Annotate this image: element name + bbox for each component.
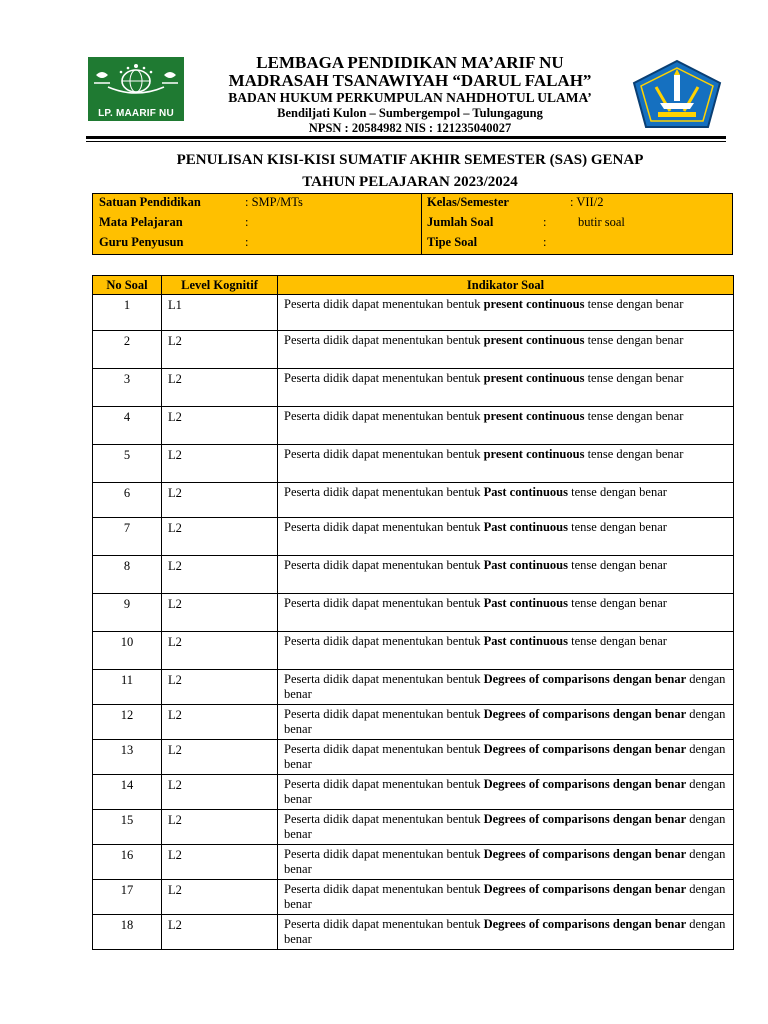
indikator-tail: dengan benar bbox=[284, 672, 726, 701]
indikator-bold: Degrees of comparisons dengan benar bbox=[483, 917, 687, 931]
indikator-tail: dengan benar bbox=[284, 707, 726, 736]
indikator-text: Peserta didik dapat menentukan bentuk bbox=[284, 777, 484, 791]
info-divider bbox=[421, 194, 422, 254]
kelas-label: Kelas/Semester bbox=[427, 195, 509, 209]
table-header-row bbox=[93, 276, 734, 295]
jumlah-label: Jumlah Soal bbox=[427, 215, 494, 229]
cell-level-kognitif: L2 bbox=[162, 445, 278, 483]
jumlah-colon: : bbox=[543, 215, 547, 229]
cell-indikator bbox=[278, 810, 734, 845]
cell-no-soal: 17 bbox=[93, 880, 162, 915]
indikator-text: Peserta didik dapat menentukan bentuk bbox=[284, 707, 484, 721]
cell-no-soal: 4 bbox=[93, 407, 162, 445]
school-header bbox=[190, 54, 630, 136]
cell-no-soal: 6 bbox=[93, 483, 162, 518]
indikator-bold: Degrees of comparisons dengan benar bbox=[483, 742, 687, 756]
indikator-tail: tense dengan benar bbox=[568, 634, 667, 648]
guru-label: Guru Penyusun bbox=[99, 235, 184, 249]
jumlah-value: butir soal bbox=[578, 215, 625, 229]
indikator-bold: Past continuous bbox=[483, 485, 569, 499]
cell-indikator bbox=[278, 594, 734, 632]
cell-indikator bbox=[278, 880, 734, 915]
cell-indikator bbox=[278, 369, 734, 407]
cell-level-kognitif: L2 bbox=[162, 915, 278, 950]
indikator-bold: present continuous bbox=[483, 297, 585, 311]
cell-level-kognitif: L2 bbox=[162, 594, 278, 632]
header-line-2: MADRASAH TSANAWIYAH “DARUL FALAH” bbox=[228, 71, 592, 90]
indikator-bold: Past continuous bbox=[483, 634, 569, 648]
table-row bbox=[93, 775, 734, 810]
cell-level-kognitif: L2 bbox=[162, 331, 278, 369]
indikator-text: Peserta didik dapat menentukan bentuk bbox=[284, 333, 484, 347]
indikator-text: Peserta didik dapat menentukan bentuk bbox=[284, 812, 484, 826]
cell-no-soal: 8 bbox=[93, 556, 162, 594]
header-line-1: LEMBAGA PENDIDIKAN MA’ARIF NU bbox=[256, 53, 564, 72]
indikator-text: Peserta didik dapat menentukan bentuk bbox=[284, 634, 484, 648]
indikator-tail: tense dengan benar bbox=[568, 485, 667, 499]
cell-indikator bbox=[278, 670, 734, 705]
table-row bbox=[93, 445, 734, 483]
indikator-tail: dengan benar bbox=[284, 742, 726, 771]
indikator-tail: tense dengan benar bbox=[568, 596, 667, 610]
cell-indikator bbox=[278, 915, 734, 950]
cell-no-soal: 9 bbox=[93, 594, 162, 632]
header-rule-thin bbox=[86, 141, 726, 142]
indikator-text: Peserta didik dapat menentukan bentuk bbox=[284, 847, 484, 861]
document-title bbox=[90, 149, 730, 193]
indikator-bold: present continuous bbox=[483, 447, 585, 461]
table-row bbox=[93, 594, 734, 632]
logo-caption: LP. MAARIF NU bbox=[98, 108, 174, 119]
cell-level-kognitif: L2 bbox=[162, 810, 278, 845]
cell-level-kognitif: L2 bbox=[162, 670, 278, 705]
header-line-5: NPSN : 20584982 NIS : 121235040027 bbox=[308, 121, 512, 135]
indikator-text: Peserta didik dapat menentukan bentuk bbox=[284, 672, 484, 686]
cell-no-soal: 12 bbox=[93, 705, 162, 740]
table-row bbox=[93, 740, 734, 775]
table-row bbox=[93, 810, 734, 845]
indikator-text: Peserta didik dapat menentukan bentuk bbox=[284, 882, 484, 896]
mapel-label: Mata Pelajaran bbox=[99, 215, 183, 229]
indikator-tail: tense dengan benar bbox=[584, 371, 684, 385]
cell-level-kognitif: L1 bbox=[162, 295, 278, 331]
indikator-text: Peserta didik dapat menentukan bentuk bbox=[284, 447, 484, 461]
cell-indikator bbox=[278, 632, 734, 670]
cell-indikator bbox=[278, 556, 734, 594]
indikator-tail: tense dengan benar bbox=[584, 297, 684, 311]
indikator-text: Peserta didik dapat menentukan bentuk bbox=[284, 917, 484, 931]
indikator-table bbox=[92, 275, 734, 950]
title-line-2: TAHUN PELAJARAN 2023/2024 bbox=[302, 174, 518, 190]
header-line-3: BADAN HUKUM PERKUMPULAN NAHDHOTUL ULAMA’ bbox=[228, 90, 592, 105]
table-row bbox=[93, 632, 734, 670]
indikator-tail: dengan benar bbox=[284, 847, 726, 876]
satuan-value: : SMP/MTs bbox=[245, 195, 303, 209]
title-line-1: PENULISAN KISI-KISI SUMATIF AKHIR SEMESTER (SAS) GENAP bbox=[176, 152, 644, 168]
indikator-bold: Past continuous bbox=[483, 520, 569, 534]
table-row bbox=[93, 369, 734, 407]
header-indikator-soal: Indikator Soal bbox=[278, 276, 734, 295]
cell-no-soal: 18 bbox=[93, 915, 162, 950]
table-row bbox=[93, 880, 734, 915]
indikator-bold: Degrees of comparisons dengan benar bbox=[483, 812, 687, 826]
cell-no-soal: 15 bbox=[93, 810, 162, 845]
cell-indikator bbox=[278, 483, 734, 518]
indikator-text: Peserta didik dapat menentukan bentuk bbox=[284, 558, 484, 572]
indikator-tail: dengan benar bbox=[284, 917, 726, 946]
indikator-text: Peserta didik dapat menentukan bentuk bbox=[284, 297, 484, 311]
cell-level-kognitif: L2 bbox=[162, 705, 278, 740]
cell-indikator bbox=[278, 775, 734, 810]
indikator-text: Peserta didik dapat menentukan bentuk bbox=[284, 742, 484, 756]
cell-no-soal: 2 bbox=[93, 331, 162, 369]
table-row bbox=[93, 295, 734, 331]
header-rule-thick bbox=[86, 136, 726, 139]
tipe-label: Tipe Soal bbox=[427, 235, 478, 249]
header-line-4: Bendiljati Kulon – Sumbergempol – Tulungagung bbox=[277, 106, 543, 120]
tipe-value: : bbox=[543, 235, 547, 249]
indikator-bold: present continuous bbox=[483, 409, 585, 423]
indikator-tail: tense dengan benar bbox=[584, 409, 684, 423]
indikator-text: Peserta didik dapat menentukan bentuk bbox=[284, 371, 484, 385]
indikator-tail: dengan benar bbox=[284, 777, 726, 806]
cell-level-kognitif: L2 bbox=[162, 775, 278, 810]
cell-indikator bbox=[278, 407, 734, 445]
header-level-kognitif: Level Kognitif bbox=[162, 276, 278, 295]
cell-indikator bbox=[278, 445, 734, 483]
indikator-tail: tense dengan benar bbox=[568, 520, 667, 534]
cell-no-soal: 11 bbox=[93, 670, 162, 705]
cell-level-kognitif: L2 bbox=[162, 407, 278, 445]
indikator-tail: dengan benar bbox=[284, 882, 726, 911]
indikator-tail: tense dengan benar bbox=[568, 558, 667, 572]
cell-no-soal: 14 bbox=[93, 775, 162, 810]
table-row bbox=[93, 705, 734, 740]
indikator-bold: Past continuous bbox=[483, 558, 569, 572]
cell-indikator bbox=[278, 295, 734, 331]
cell-indikator bbox=[278, 845, 734, 880]
mapel-value: : bbox=[245, 215, 249, 229]
cell-level-kognitif: L2 bbox=[162, 880, 278, 915]
satuan-label: Satuan Pendidikan bbox=[99, 195, 201, 209]
guru-value: : bbox=[245, 235, 249, 249]
indikator-text: Peserta didik dapat menentukan bentuk bbox=[284, 520, 484, 534]
indikator-bold: Degrees of comparisons dengan benar bbox=[483, 777, 687, 791]
indikator-tail: tense dengan benar bbox=[584, 333, 684, 347]
indikator-tail: tense dengan benar bbox=[584, 447, 684, 461]
cell-indikator bbox=[278, 705, 734, 740]
indikator-text: Peserta didik dapat menentukan bentuk bbox=[284, 485, 484, 499]
indikator-bold: Past continuous bbox=[483, 596, 569, 610]
cell-no-soal: 13 bbox=[93, 740, 162, 775]
indikator-text: Peserta didik dapat menentukan bentuk bbox=[284, 409, 484, 423]
header-no-soal: No Soal bbox=[93, 276, 162, 295]
cell-indikator bbox=[278, 331, 734, 369]
indikator-bold: present continuous bbox=[483, 371, 585, 385]
cell-level-kognitif: L2 bbox=[162, 369, 278, 407]
cell-level-kognitif: L2 bbox=[162, 740, 278, 775]
indikator-bold: Degrees of comparisons dengan benar bbox=[483, 847, 687, 861]
cell-no-soal: 5 bbox=[93, 445, 162, 483]
table-row bbox=[93, 518, 734, 556]
indikator-tail: dengan benar bbox=[284, 812, 726, 841]
info-box bbox=[92, 193, 733, 255]
indikator-bold: present continuous bbox=[483, 333, 585, 347]
table-row bbox=[93, 483, 734, 518]
table-row bbox=[93, 915, 734, 950]
cell-no-soal: 16 bbox=[93, 845, 162, 880]
cell-no-soal: 10 bbox=[93, 632, 162, 670]
seal-icon bbox=[630, 57, 724, 129]
cell-no-soal: 1 bbox=[93, 295, 162, 331]
table-row bbox=[93, 670, 734, 705]
table-row bbox=[93, 845, 734, 880]
cell-level-kognitif: L2 bbox=[162, 632, 278, 670]
cell-level-kognitif: L2 bbox=[162, 483, 278, 518]
cell-no-soal: 7 bbox=[93, 518, 162, 556]
kemenag-seal-logo bbox=[630, 57, 724, 129]
cell-indikator bbox=[278, 518, 734, 556]
kelas-value: : VII/2 bbox=[570, 195, 604, 209]
table-row bbox=[93, 407, 734, 445]
cell-no-soal: 3 bbox=[93, 369, 162, 407]
cell-level-kognitif: L2 bbox=[162, 845, 278, 880]
cell-indikator bbox=[278, 740, 734, 775]
indikator-text: Peserta didik dapat menentukan bentuk bbox=[284, 596, 484, 610]
table-row bbox=[93, 331, 734, 369]
indikator-bold: Degrees of comparisons dengan benar bbox=[483, 707, 687, 721]
cell-level-kognitif: L2 bbox=[162, 556, 278, 594]
indikator-bold: Degrees of comparisons dengan benar bbox=[483, 882, 687, 896]
lp-maarif-logo bbox=[88, 57, 184, 121]
nu-globe-icon bbox=[88, 57, 184, 107]
table-row bbox=[93, 556, 734, 594]
indikator-bold: Degrees of comparisons dengan benar bbox=[483, 672, 687, 686]
cell-level-kognitif: L2 bbox=[162, 518, 278, 556]
